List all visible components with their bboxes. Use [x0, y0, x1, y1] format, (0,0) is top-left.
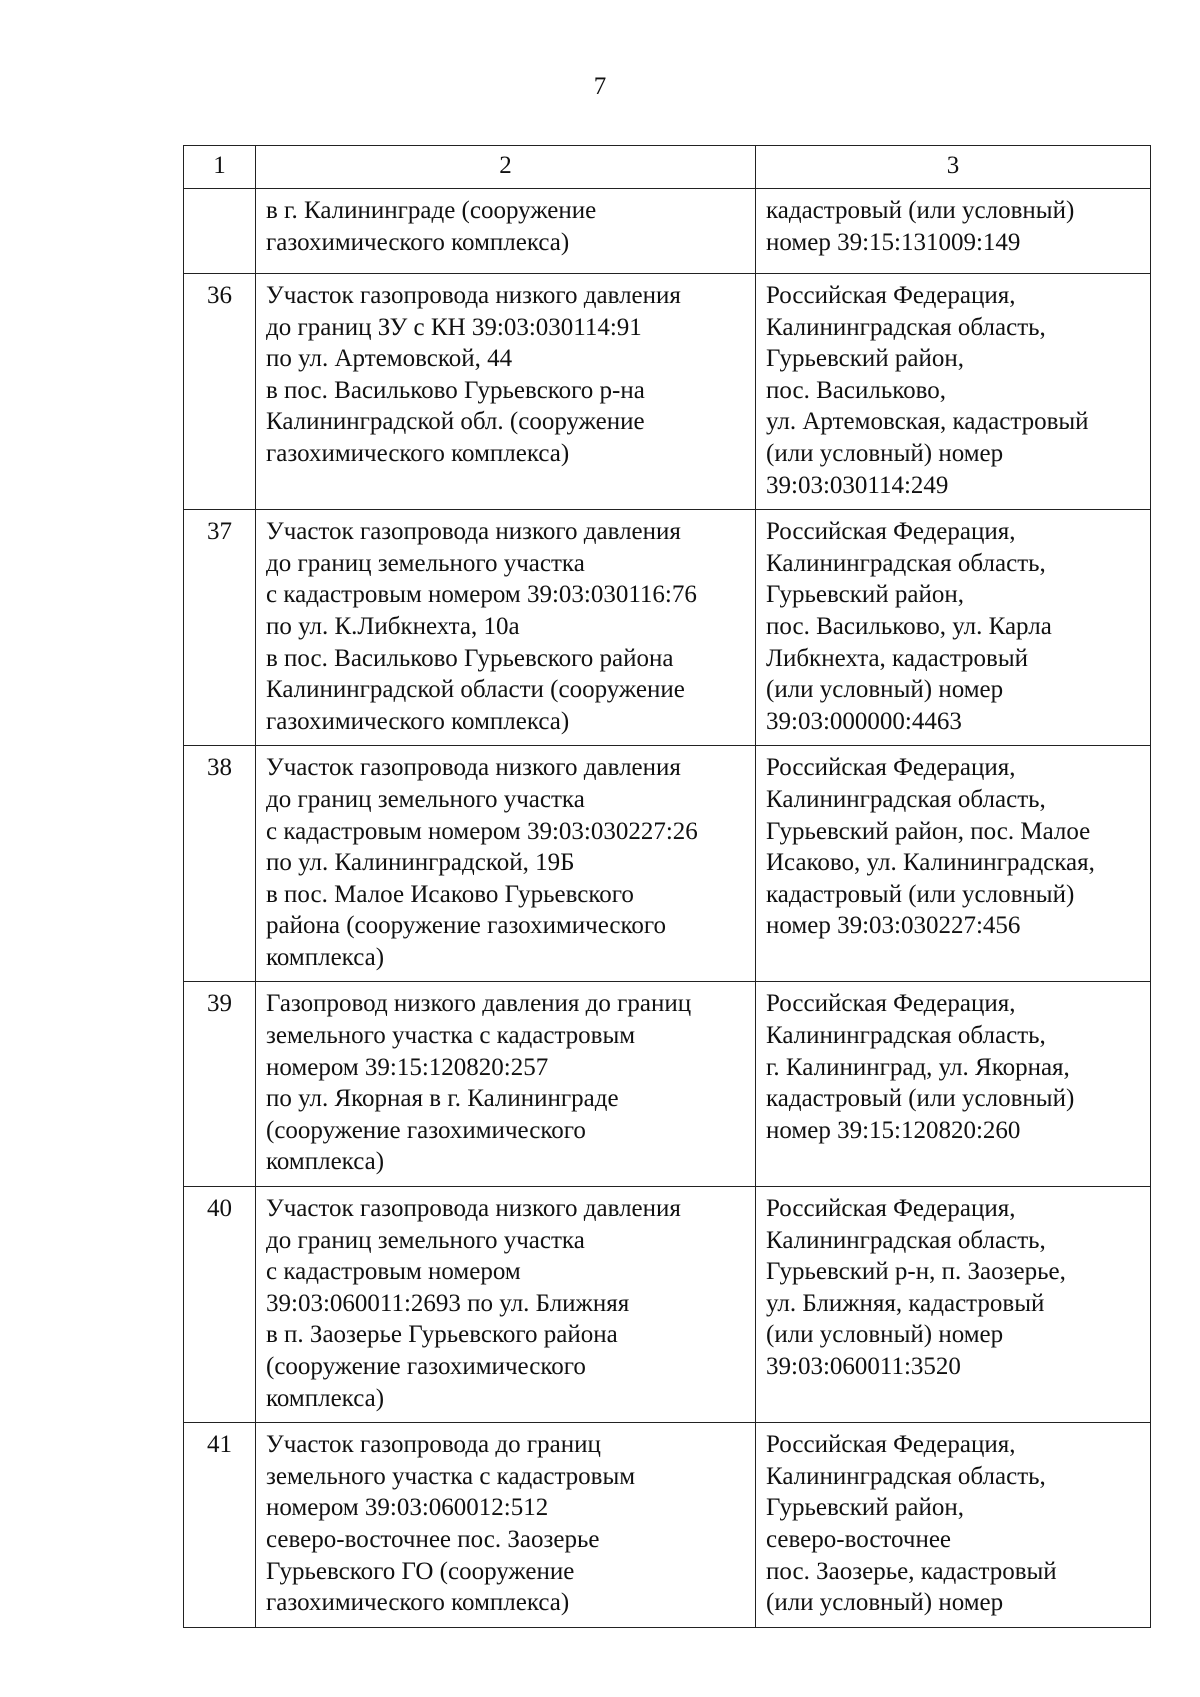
table-row	[184, 1423, 1151, 1628]
table-row	[184, 274, 1151, 510]
row-object-description: Газопровод низкого давления до границ земельного участка с кадастровым номером 39:15:120820:257 по ул. Якорная в г. Калининграде (сооружение газохимического комплекса)	[256, 982, 756, 1187]
row-location: Российская Федерация, Калининградская область, Гурьевский р-н, п. Заозерье, ул. Ближняя, кадастровый (или условный) номер 39:03:060011:3520	[756, 1187, 1151, 1423]
table-row	[184, 510, 1151, 746]
page-number: 7	[593, 73, 607, 100]
table-row	[184, 1187, 1151, 1423]
row-object-description: Участок газопровода низкого давления до границ земельного участка с кадастровым номером 39:03:030116:76 по ул. К.Либкнехта, 10а в пос. Васильково Гурьевского района Калининградской области (сооружение газохимического комплекса)	[256, 510, 756, 746]
row-number: 40	[184, 1187, 256, 1423]
row-number	[184, 189, 256, 274]
registry-table	[183, 145, 1151, 1628]
row-location: Российская Федерация, Калининградская область, Гурьевский район, пос. Васильково, ул. Артемовская, кадастровый (или условный) номер 39:03:030114:249	[756, 274, 1151, 510]
row-location: Российская Федерация, Калининградская область, г. Калининград, ул. Якорная, кадастровый (или условный) номер 39:15:120820:260	[756, 982, 1151, 1187]
column-header-object: 2	[256, 146, 756, 189]
row-location: Российская Федерация, Калининградская область, Гурьевский район, пос. Васильково, ул. Карла Либкнехта, кадастровый (или условный) номер 39:03:000000:4463	[756, 510, 1151, 746]
row-number: 38	[184, 746, 256, 982]
row-location: Российская Федерация, Калининградская область, Гурьевский район, пос. Малое Исаково, ул. Калининградская, кадастровый (или условный) номер 39:03:030227:456	[756, 746, 1151, 982]
row-object-description: Участок газопровода низкого давления до границ земельного участка с кадастровым номером 39:03:030227:26 по ул. Калининградской, 19Б в пос. Малое Исаково Гурьевского района (сооружение газохимического комплекса)	[256, 746, 756, 982]
table-row	[184, 982, 1151, 1187]
row-location: Российская Федерация, Калининградская область, Гурьевский район, северо-восточнее пос. Заозерье, кадастровый (или условный) номер	[756, 1423, 1151, 1628]
table-header-row	[184, 146, 1151, 189]
row-object-description: в г. Калининграде (сооружение газохимического комплекса)	[256, 189, 756, 274]
table-row	[184, 189, 1151, 274]
row-location: кадастровый (или условный) номер 39:15:131009:149	[756, 189, 1151, 274]
row-number: 39	[184, 982, 256, 1187]
row-number: 36	[184, 274, 256, 510]
column-header-location: 3	[756, 146, 1151, 189]
row-number: 37	[184, 510, 256, 746]
row-object-description: Участок газопровода низкого давления до границ земельного участка с кадастровым номером 39:03:060011:2693 по ул. Ближняя в п. Заозерье Гурьевского района (сооружение газохимического комплекса)	[256, 1187, 756, 1423]
column-header-number: 1	[184, 146, 256, 189]
row-object-description: Участок газопровода низкого давления до границ ЗУ с КН 39:03:030114:91 по ул. Артемовской, 44 в пос. Васильково Гурьевского р-на Калининградской обл. (сооружение газохимического комплекса)	[256, 274, 756, 510]
row-object-description: Участок газопровода до границ земельного участка с кадастровым номером 39:03:060012:512 северо-восточнее пос. Заозерье Гурьевского ГО (сооружение газохимического комплекса)	[256, 1423, 756, 1628]
row-number: 41	[184, 1423, 256, 1628]
table-row	[184, 746, 1151, 982]
